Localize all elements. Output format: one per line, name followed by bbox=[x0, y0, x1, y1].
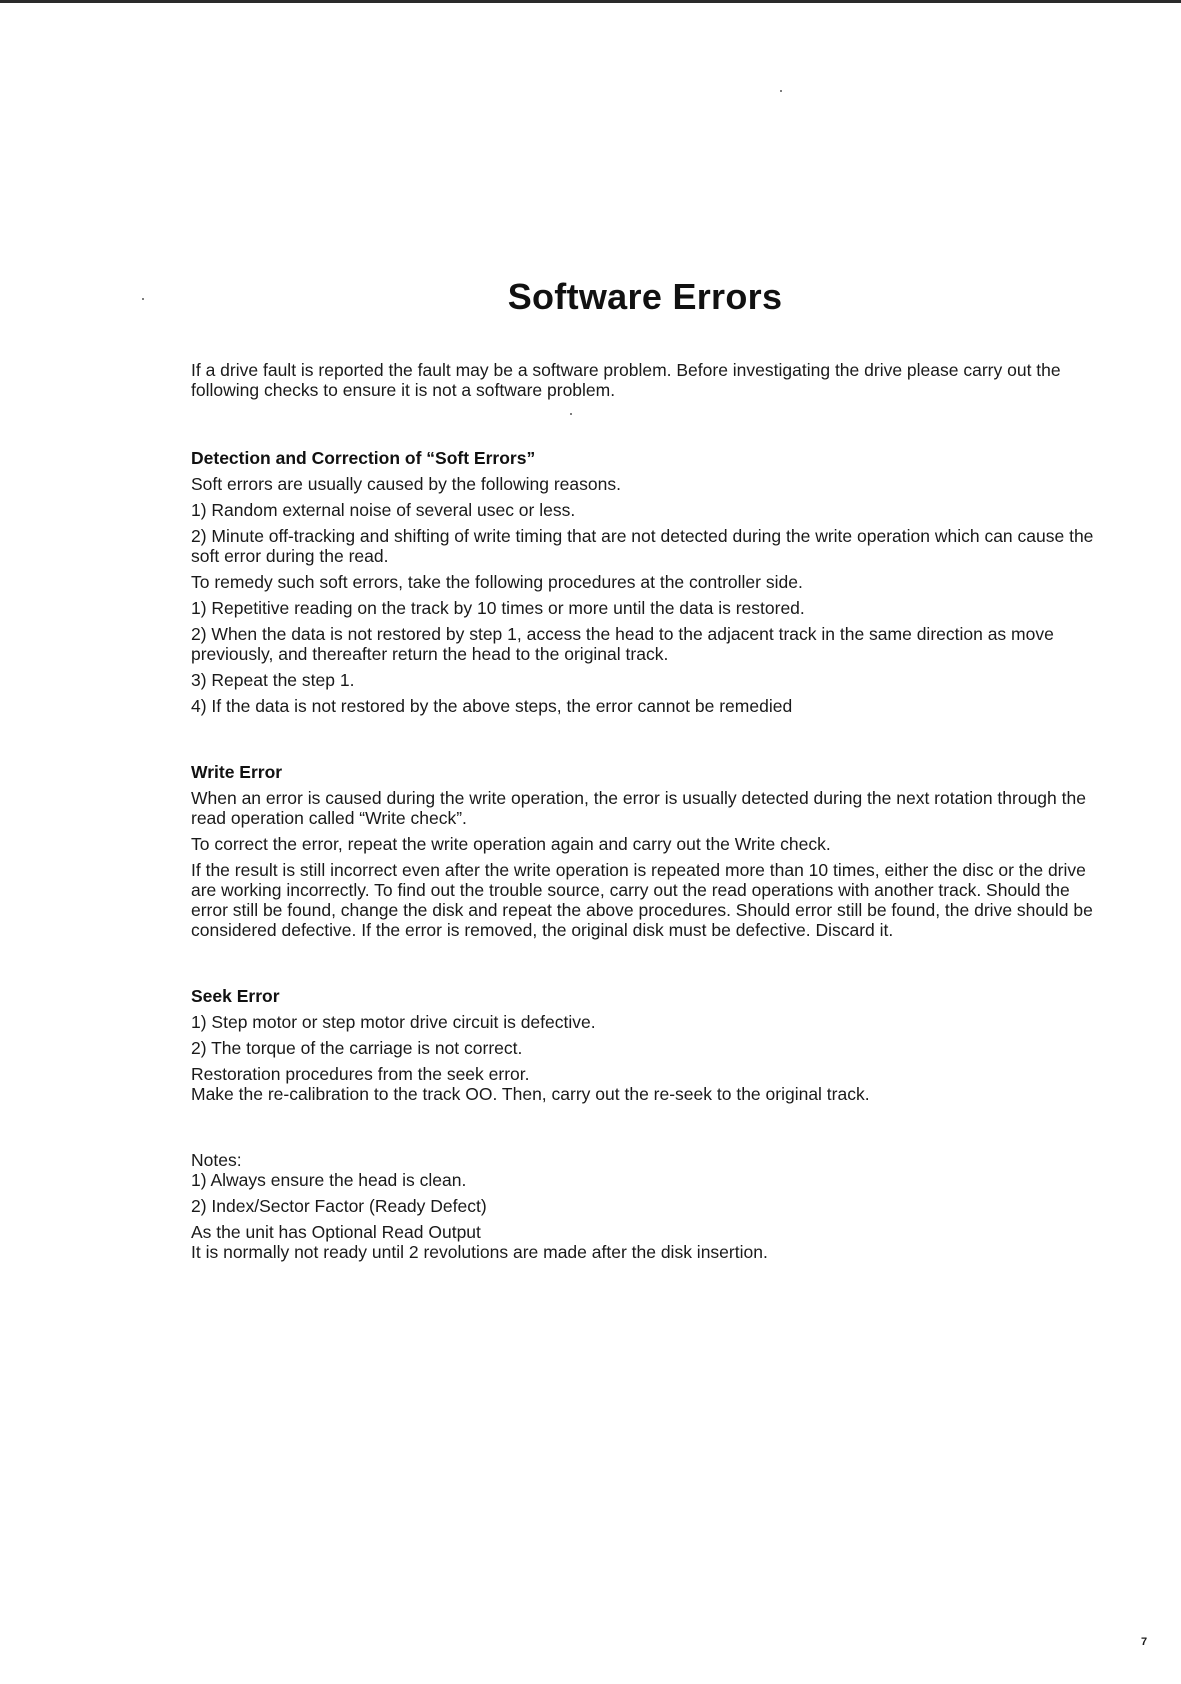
scan-speck bbox=[780, 90, 782, 92]
intro-paragraph: If a drive fault is reported the fault may be a software problem. Before investigating the drive please carry out the following checks to ensure it is not a software problem. bbox=[191, 360, 1061, 400]
paragraph: Soft errors are usually caused by the following reasons. bbox=[191, 474, 621, 494]
document-body bbox=[191, 360, 1106, 1268]
paragraph: Make the re-calibration to the track OO. Then, carry out the re-seek to the original track. bbox=[191, 1084, 870, 1104]
note-item: 2) Index/Sector Factor (Ready Defect) bbox=[191, 1196, 487, 1216]
paragraph: To correct the error, repeat the write operation again and carry out the Write check. bbox=[191, 834, 831, 854]
paragraph: 2) When the data is not restored by step 1, access the head to the adjacent track in the same direction as move previously, and thereafter return the head to the original track. bbox=[191, 624, 1054, 664]
paragraph: To remedy such soft errors, take the following procedures at the controller side. bbox=[191, 572, 803, 592]
paragraph: 3) Repeat the step 1. bbox=[191, 670, 355, 690]
paragraph: 2) Minute off-tracking and shifting of write timing that are not detected during the write operation which can cause the soft error during the read. bbox=[191, 526, 1094, 566]
scan-top-edge bbox=[0, 0, 1181, 3]
section-soft-errors bbox=[191, 448, 1106, 716]
paragraph: If the result is still incorrect even after the write operation is repeated more than 10 times, either the disc or the drive are working incorrectly. To find out the trouble source, carry out the read operations with another track. Should the error still be found, change the disk and repeat the above procedures. Should error still be found, the drive should be considered defective. If the error is removed, the original disk must be defective. Discard it. bbox=[191, 860, 1093, 940]
notes-label: Notes: bbox=[191, 1150, 242, 1170]
paragraph: 4) If the data is not restored by the above steps, the error cannot be remedied bbox=[191, 696, 793, 716]
paragraph: Restoration procedures from the seek error. bbox=[191, 1064, 530, 1084]
note-item: It is normally not ready until 2 revolutions are made after the disk insertion. bbox=[191, 1242, 768, 1262]
paragraph: When an error is caused during the write operation, the error is usually detected during the next rotation through the read operation called “Write check”. bbox=[191, 788, 1086, 828]
section-seek-error bbox=[191, 986, 1106, 1104]
note-item: As the unit has Optional Read Output bbox=[191, 1222, 481, 1242]
page-title: Software Errors bbox=[507, 276, 783, 317]
section-heading: Detection and Correction of “Soft Errors” bbox=[191, 448, 536, 468]
paragraph: 1) Repetitive reading on the track by 10 times or more until the data is restored. bbox=[191, 598, 805, 618]
paragraph: 2) The torque of the carriage is not correct. bbox=[191, 1038, 523, 1058]
page-number: 7 bbox=[1141, 1636, 1148, 1648]
notes-block bbox=[191, 1150, 1106, 1262]
note-item: 1) Always ensure the head is clean. bbox=[191, 1170, 467, 1190]
paragraph: 1) Random external noise of several usec or less. bbox=[191, 500, 576, 520]
section-heading: Write Error bbox=[191, 762, 283, 782]
paragraph: 1) Step motor or step motor drive circuit is defective. bbox=[191, 1012, 596, 1032]
section-write-error bbox=[191, 762, 1106, 940]
section-heading: Seek Error bbox=[191, 986, 280, 1006]
